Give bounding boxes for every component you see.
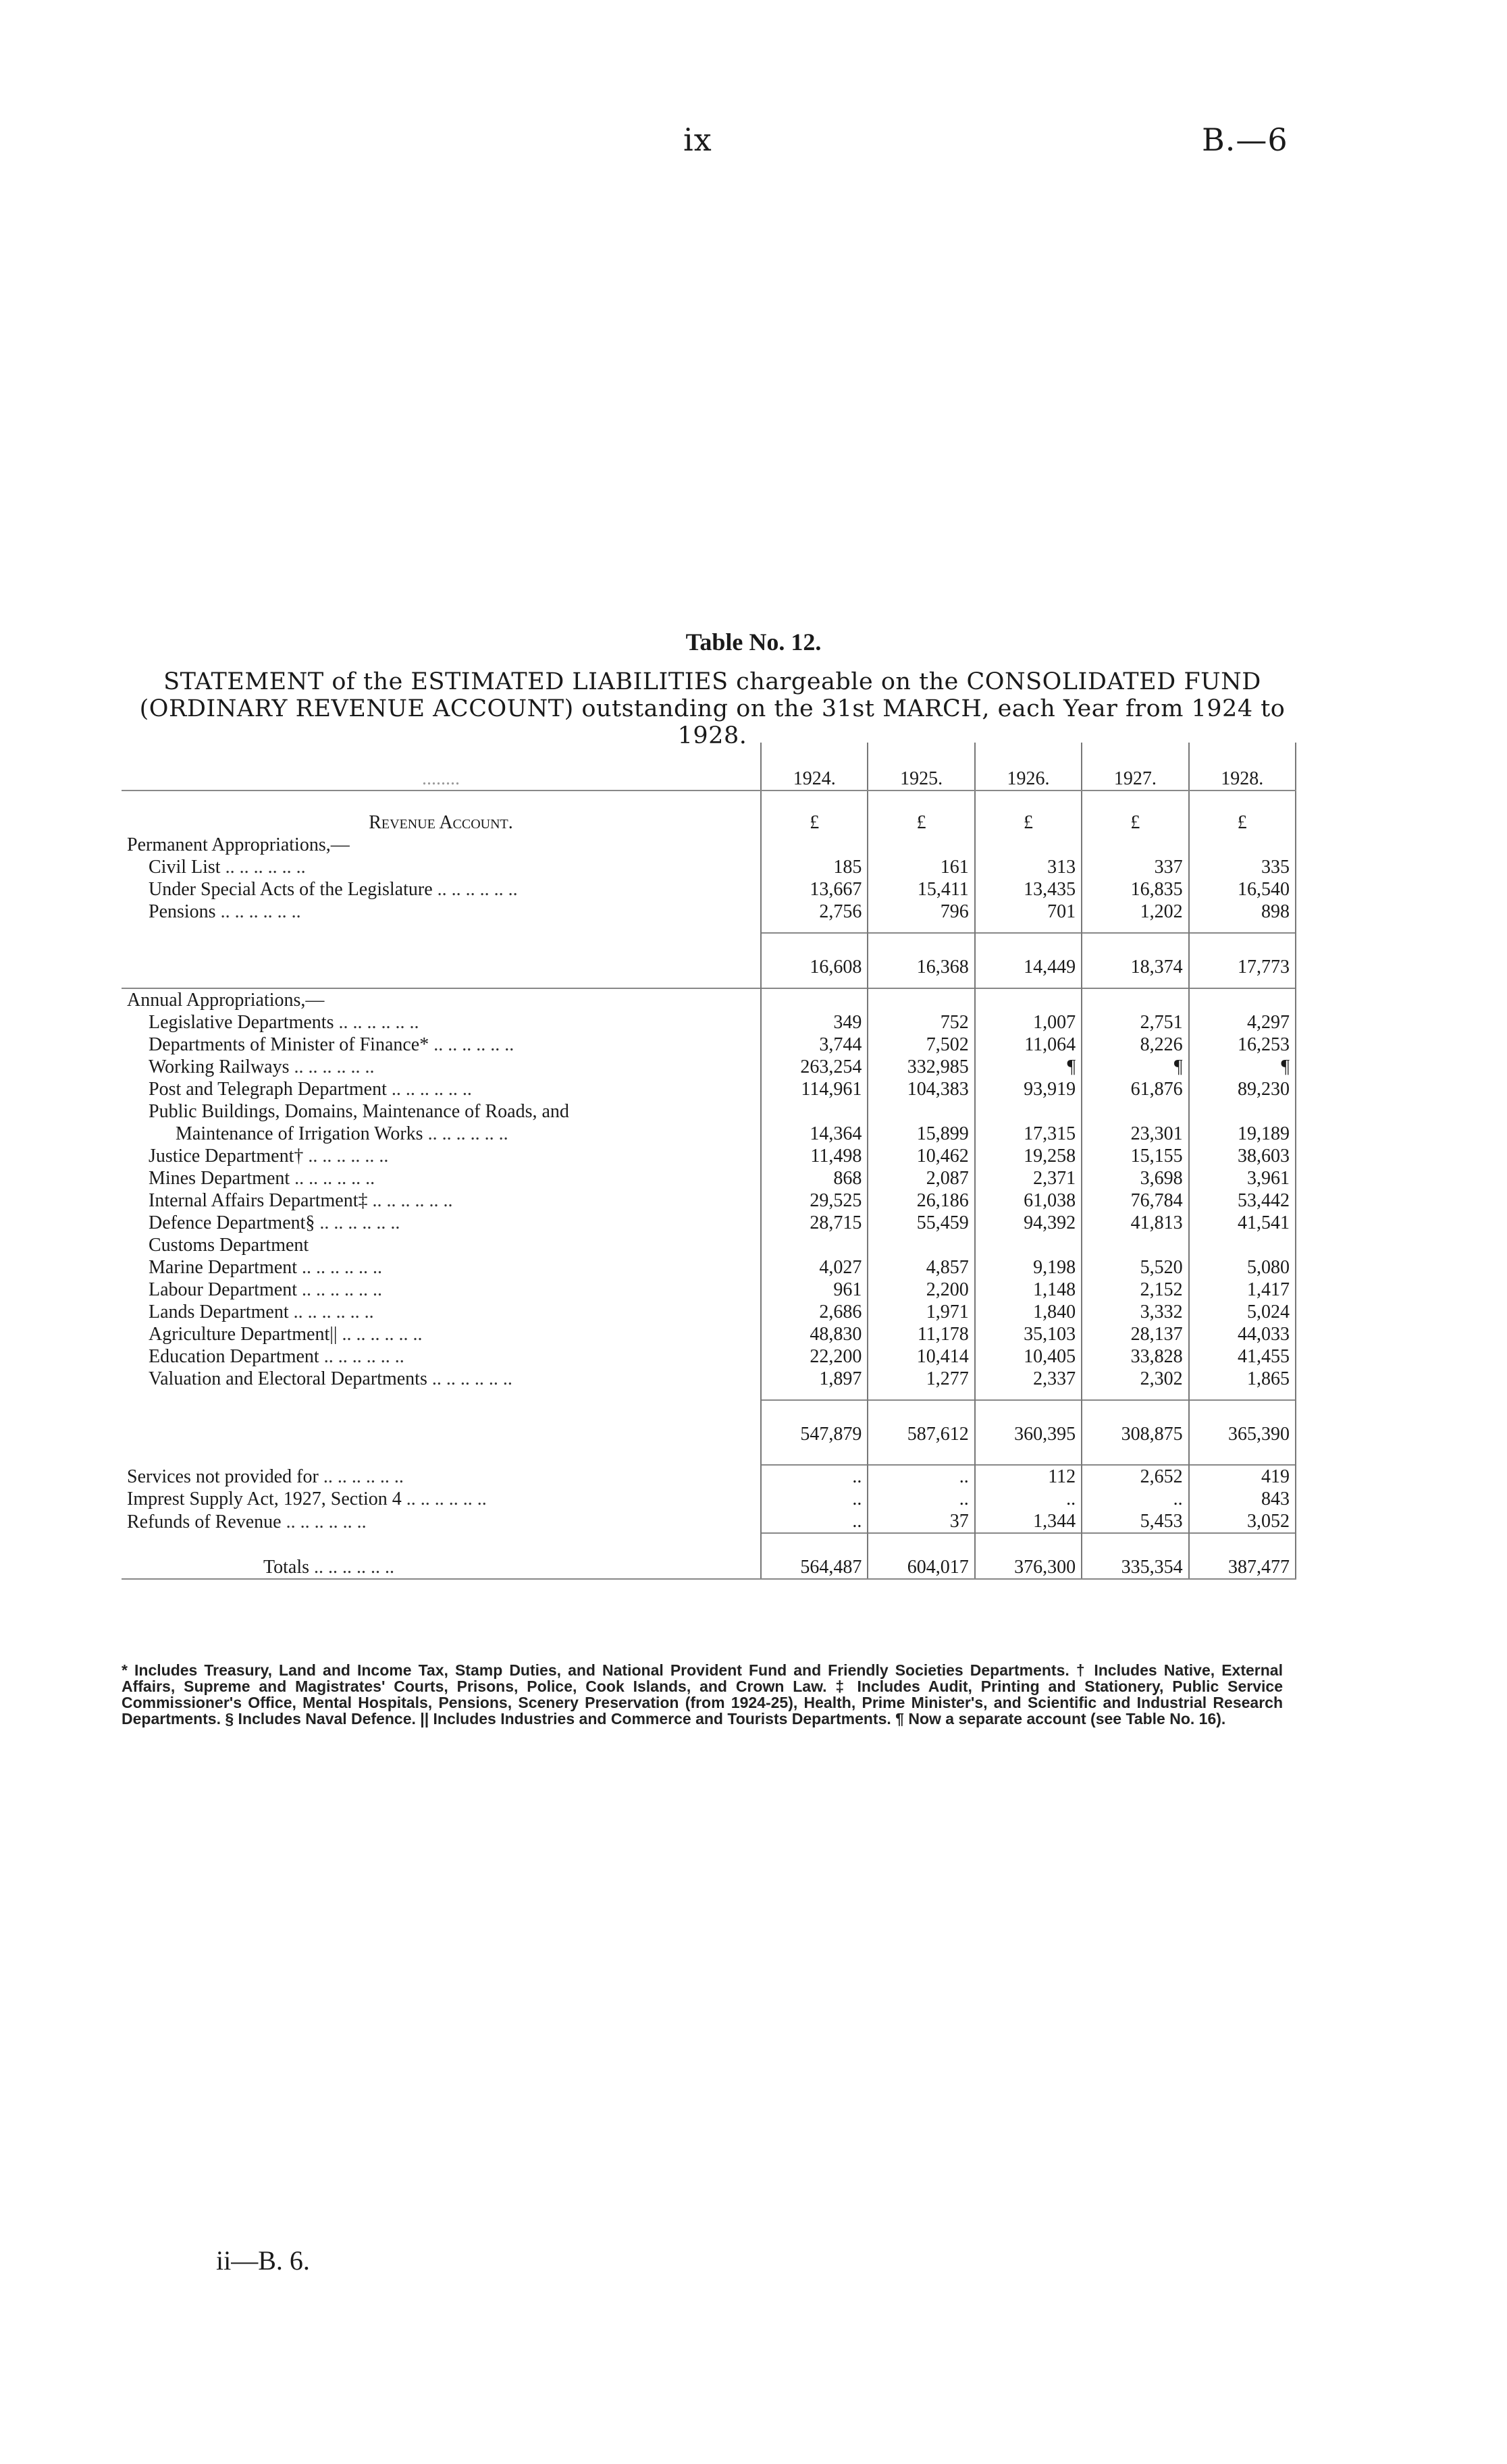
value-cell: 7,502: [868, 1034, 974, 1056]
spacer-cell: [761, 1445, 868, 1455]
value-cell: 53,442: [1189, 1189, 1296, 1212]
value-cell: 547,879: [761, 1400, 868, 1445]
spacer-cell: [761, 978, 868, 988]
row-label-text: Internal Affairs Department‡ .. .: [149, 1190, 452, 1211]
spacer-cell: [868, 978, 974, 988]
blank-cell: [761, 988, 868, 1011]
row-label-text: Working Railways .. .: [149, 1056, 375, 1077]
row-label-text: Justice Department† .. .: [149, 1146, 388, 1167]
spacer-cell: [1189, 978, 1296, 988]
value-cell: 19,258: [975, 1145, 1082, 1167]
spacer-cell: [868, 923, 974, 933]
table-row: [122, 1368, 1296, 1390]
row-label: [122, 1189, 761, 1212]
spacer-cell: [761, 1390, 868, 1400]
value-cell: 263,254: [761, 1056, 868, 1078]
value-cell: 1,277: [868, 1368, 974, 1390]
value-cell: 16,368: [868, 933, 974, 978]
value-cell: ¶: [1082, 1056, 1188, 1078]
row-label: [122, 1034, 761, 1056]
value-cell: 4,027: [761, 1234, 868, 1279]
value-cell: 14,364: [761, 1100, 868, 1145]
value-cell: ¶: [1189, 1056, 1296, 1078]
table-row: [122, 1510, 1296, 1533]
spacer-cell: [1082, 1455, 1188, 1465]
spacer-cell: [1082, 1445, 1188, 1455]
value-cell: 37: [868, 1510, 974, 1533]
value-cell: 9,198: [975, 1234, 1082, 1279]
value-cell: 360,395: [975, 1400, 1082, 1445]
spacer-cell: [1082, 1390, 1188, 1400]
currency-symbol: £: [761, 791, 868, 834]
spacer-cell: [122, 978, 761, 988]
value-cell: 5,080: [1189, 1234, 1296, 1279]
spacer-cell: [868, 1445, 974, 1455]
value-cell: 93,919: [975, 1078, 1082, 1100]
value-cell: 3,698: [1082, 1167, 1188, 1189]
value-cell: ¶: [975, 1056, 1082, 1078]
value-cell: 961: [761, 1279, 868, 1301]
table-row: [122, 1056, 1296, 1078]
value-cell: 365,390: [1189, 1400, 1296, 1445]
value-cell: 161: [868, 856, 974, 878]
currency-symbol: £: [868, 791, 974, 834]
header-blank: ........: [122, 743, 761, 791]
table-row: [122, 1167, 1296, 1189]
value-cell: 44,033: [1189, 1323, 1296, 1345]
spacer-cell: [975, 923, 1082, 933]
value-cell: 48,830: [761, 1323, 868, 1345]
value-cell: 104,383: [868, 1078, 974, 1100]
value-cell: 2,756: [761, 901, 868, 923]
table-row: [122, 1100, 1296, 1145]
value-cell: 38,603: [1189, 1145, 1296, 1167]
value-cell: 1,840: [975, 1301, 1082, 1323]
value-cell: 41,813: [1082, 1212, 1188, 1234]
value-cell: 10,405: [975, 1345, 1082, 1368]
spacer-cell: [1189, 923, 1296, 933]
table-row: [122, 1011, 1296, 1034]
value-cell: 1,148: [975, 1279, 1082, 1301]
value-cell: 17,773: [1189, 933, 1296, 978]
value-cell: 33,828: [1082, 1345, 1188, 1368]
value-cell: 19,189: [1189, 1100, 1296, 1145]
spacer-cell: [868, 1455, 974, 1465]
value-cell: 185: [761, 856, 868, 878]
spacer-cell: [868, 1390, 974, 1400]
value-cell: 3,744: [761, 1034, 868, 1056]
row-label-text: Maintenance of Irrigation Works .. .: [149, 1123, 508, 1144]
annual-heading: Annual Appropriations,—: [122, 988, 761, 1011]
row-label: [122, 901, 761, 923]
table-row: [122, 1279, 1296, 1301]
row-label-text: Civil List .. .: [149, 857, 306, 878]
value-cell: 308,875: [1082, 1400, 1188, 1445]
table-row: [122, 1345, 1296, 1368]
row-label: [122, 1323, 761, 1345]
spacer-cell: [1082, 923, 1188, 933]
value-cell: 1,417: [1189, 1279, 1296, 1301]
row-label: [122, 1056, 761, 1078]
spacer-cell: [122, 1390, 761, 1400]
value-cell: 2,200: [868, 1279, 974, 1301]
spacer-row: [122, 1455, 1296, 1465]
table-row: [122, 901, 1296, 923]
revenue-heading-row: [122, 791, 1296, 834]
value-cell: 26,186: [868, 1189, 974, 1212]
row-label: [122, 1368, 761, 1390]
row-label-text: Valuation and Electoral Departments .. .: [149, 1368, 512, 1389]
value-cell: ..: [761, 1488, 868, 1510]
value-cell: 3,961: [1189, 1167, 1296, 1189]
table-subtitle: STATEMENT of the ESTIMATED LIABILITIES chargeable on the CONSOLIDATED FUND (ORDINARY REVENUE ACCOUNT) outstanding on the 31st MARCH, each Year from 1924 to 1928.: [139, 668, 1286, 749]
value-cell: ..: [975, 1488, 1082, 1510]
table-row: [122, 1488, 1296, 1510]
value-cell: 3,332: [1082, 1301, 1188, 1323]
total-value-cell: 335,354: [1082, 1533, 1188, 1579]
total-value-cell: 564,487: [761, 1533, 868, 1579]
value-cell: 41,541: [1189, 1212, 1296, 1234]
spacer-cell: [975, 1455, 1082, 1465]
row-label-text: Legislative Departments .. .: [149, 1012, 419, 1033]
spacer-row: [122, 978, 1296, 988]
value-cell: 843: [1189, 1488, 1296, 1510]
value-cell: 4,297: [1189, 1011, 1296, 1034]
spacer-row: [122, 923, 1296, 933]
table-row: [122, 1323, 1296, 1345]
table-row: [122, 1301, 1296, 1323]
row-label: [122, 1345, 761, 1368]
spacer-cell: [975, 978, 1082, 988]
value-cell: ..: [1082, 1488, 1188, 1510]
value-cell: 10,462: [868, 1145, 974, 1167]
value-cell: ..: [761, 1465, 868, 1488]
value-cell: 89,230: [1189, 1078, 1296, 1100]
value-cell: 335: [1189, 856, 1296, 878]
row-label: [122, 1212, 761, 1234]
row-label-text: Marine Department .. .: [149, 1257, 382, 1278]
value-cell: 35,103: [975, 1323, 1082, 1345]
liabilities-table: [122, 743, 1296, 1580]
row-label: [122, 1145, 761, 1167]
table-row: [122, 1234, 1296, 1279]
value-cell: 11,178: [868, 1323, 974, 1345]
permanent-heading: Permanent Appropriations,—: [127, 834, 350, 855]
value-cell: ..: [868, 1488, 974, 1510]
value-cell: 898: [1189, 901, 1296, 923]
value-cell: ..: [761, 1510, 868, 1533]
value-cell: 796: [868, 901, 974, 923]
value-cell: 5,520: [1082, 1234, 1188, 1279]
row-label-text: Labour Department .. .: [149, 1279, 382, 1300]
value-cell: 2,751: [1082, 1011, 1188, 1034]
subtotal-label: [122, 933, 761, 978]
row-label: [122, 1279, 761, 1301]
spacer-cell: [122, 1455, 761, 1465]
value-cell: 587,612: [868, 1400, 974, 1445]
row-label: [122, 1011, 761, 1034]
totals-label-text: Totals .. .: [263, 1557, 394, 1578]
row-label-text: Under Special Acts of the Legislature .. .: [149, 879, 518, 900]
value-cell: 337: [1082, 856, 1188, 878]
row-label: [122, 1167, 761, 1189]
blank-cell: [1189, 988, 1296, 1011]
value-cell: 752: [868, 1011, 974, 1034]
value-cell: 1,202: [1082, 901, 1188, 923]
row-label-text: Lands Department .. .: [149, 1302, 374, 1322]
total-value-cell: 604,017: [868, 1533, 974, 1579]
value-cell: 10,414: [868, 1345, 974, 1368]
value-cell: 1,897: [761, 1368, 868, 1390]
spacer-cell: [761, 923, 868, 933]
row-label-text: Mines Department .. .: [149, 1168, 375, 1189]
table-row: [122, 856, 1296, 878]
year-header: 1925.: [868, 743, 974, 791]
blank-cell: [868, 988, 974, 1011]
table-row: [122, 1078, 1296, 1100]
value-cell: 76,784: [1082, 1189, 1188, 1212]
row-label: [122, 1510, 761, 1533]
permanent-subtotal-row: [122, 933, 1296, 978]
value-cell: 41,455: [1189, 1345, 1296, 1368]
value-cell: 1,007: [975, 1011, 1082, 1034]
totals-label: [122, 1533, 761, 1579]
value-cell: ..: [868, 1465, 974, 1488]
row-label: [122, 878, 761, 901]
spacer-cell: [122, 1445, 761, 1455]
value-cell: 28,137: [1082, 1323, 1188, 1345]
value-cell: 55,459: [868, 1212, 974, 1234]
row-label: [122, 1465, 761, 1488]
value-cell: 61,876: [1082, 1078, 1188, 1100]
table-row: [122, 878, 1296, 901]
value-cell: 419: [1189, 1465, 1296, 1488]
value-cell: 61,038: [975, 1189, 1082, 1212]
row-label-text: Post and Telegraph Department .. .: [149, 1079, 472, 1100]
value-cell: 16,608: [761, 933, 868, 978]
blank-cell: [975, 988, 1082, 1011]
row-label-text: Education Department .. .: [149, 1346, 404, 1367]
value-cell: 15,411: [868, 878, 974, 901]
value-cell: 1,865: [1189, 1368, 1296, 1390]
row-label-text: Imprest Supply Act, 1927, Section 4 .. .: [127, 1489, 487, 1509]
value-cell: 2,652: [1082, 1465, 1188, 1488]
page-number: ix: [683, 122, 712, 158]
row-label-text: Refunds of Revenue .. .: [127, 1511, 367, 1532]
year-header: 1928.: [1189, 743, 1296, 791]
table-row: [122, 1212, 1296, 1234]
spacer-cell: [1189, 1390, 1296, 1400]
row-label: [122, 1234, 761, 1279]
value-cell: 13,667: [761, 878, 868, 901]
table-title: Table No. 12.: [685, 628, 822, 655]
row-label: [122, 1100, 761, 1145]
value-cell: 8,226: [1082, 1034, 1188, 1056]
year-header: 1924.: [761, 743, 868, 791]
currency-symbol: £: [975, 791, 1082, 834]
value-cell: 23,301: [1082, 1100, 1188, 1145]
value-cell: 11,498: [761, 1145, 868, 1167]
spacer-cell: [122, 923, 761, 933]
value-cell: 1,344: [975, 1510, 1082, 1533]
value-cell: 94,392: [975, 1212, 1082, 1234]
row-label-text: Customs Department: [149, 1235, 309, 1256]
spacer-cell: [975, 1390, 1082, 1400]
value-cell: 112: [975, 1465, 1082, 1488]
currency-symbol: £: [1189, 791, 1296, 834]
annual-heading-row: [122, 988, 1296, 1011]
spacer-row: [122, 1445, 1296, 1455]
table-header-row: [122, 743, 1296, 791]
value-cell: 2,686: [761, 1301, 868, 1323]
value-cell: 332,985: [868, 1056, 974, 1078]
value-cell: 868: [761, 1167, 868, 1189]
blank-cell: [1082, 988, 1188, 1011]
value-cell: 349: [761, 1011, 868, 1034]
total-value-cell: 376,300: [975, 1533, 1082, 1579]
row-label: [122, 856, 761, 878]
row-label: [122, 1488, 761, 1510]
footnotes: * Includes Treasury, Land and Income Tax, Stamp Duties, and National Provident Fund and Friendly Societies Departments. † Includes Native, External Affairs, Supreme and Magistrates' Courts, Prisons, Police, Cook Islands, and Crown Law. ‡ Includes Audit, Printing and Stationery, Public Service Commissioner's Office, Mental Hospitals, Pensions, Scenery Preservation (from 1924-25), Health, Prime Minister's, and Scientific and Industrial Research Departments. § Includes Naval Defence. || Includes Industries and Commerce and Tourists Departments. ¶ Now a separate account (see Table No. 16).: [122, 1661, 1283, 1728]
spacer-cell: [761, 1455, 868, 1465]
spacer-cell: [1189, 1445, 1296, 1455]
spacer-row: [122, 1390, 1296, 1400]
revenue-account-heading: Revenue Account.: [369, 812, 513, 833]
value-cell: 14,449: [975, 933, 1082, 978]
value-cell: 2,337: [975, 1368, 1082, 1390]
table-row: [122, 1189, 1296, 1212]
year-header: 1927.: [1082, 743, 1188, 791]
row-label: [122, 1078, 761, 1100]
annual-subtotal-row: [122, 1400, 1296, 1445]
permanent-heading-row: [122, 834, 1296, 856]
value-cell: 3,052: [1189, 1510, 1296, 1533]
table-row: [122, 1465, 1296, 1488]
year-header: 1926.: [975, 743, 1082, 791]
value-cell: 4,857: [868, 1234, 974, 1279]
value-cell: 28,715: [761, 1212, 868, 1234]
bottom-reference: ii—B. 6.: [216, 2245, 310, 2276]
value-cell: 16,540: [1189, 878, 1296, 901]
value-cell: 2,152: [1082, 1279, 1188, 1301]
spacer-cell: [975, 1445, 1082, 1455]
total-value-cell: 387,477: [1189, 1533, 1296, 1579]
table-row: [122, 1034, 1296, 1056]
value-cell: 1,971: [868, 1301, 974, 1323]
value-cell: 16,253: [1189, 1034, 1296, 1056]
value-cell: 114,961: [761, 1078, 868, 1100]
row-label-text: Defence Department§ .. .: [149, 1212, 400, 1233]
row-label-text: Departments of Minister of Finance* .. .: [149, 1034, 514, 1055]
row-label: [122, 1301, 761, 1323]
value-cell: 5,453: [1082, 1510, 1188, 1533]
table-body: [122, 791, 1296, 1579]
value-cell: 2,087: [868, 1167, 974, 1189]
spacer-cell: [1189, 1455, 1296, 1465]
row-label-text: Services not provided for .. .: [127, 1466, 404, 1487]
spacer-cell: [1082, 978, 1188, 988]
table-row: [122, 1145, 1296, 1167]
value-cell: 5,024: [1189, 1301, 1296, 1323]
row-label-text: Public Buildings, Domains, Maintenance of Roads, and: [149, 1101, 569, 1122]
value-cell: 2,302: [1082, 1368, 1188, 1390]
value-cell: 701: [975, 901, 1082, 923]
subtotal-label: [122, 1400, 761, 1445]
value-cell: 16,835: [1082, 878, 1188, 901]
value-cell: 22,200: [761, 1345, 868, 1368]
value-cell: 17,315: [975, 1100, 1082, 1145]
value-cell: 13,435: [975, 878, 1082, 901]
row-label-text: Pensions .. .: [149, 901, 301, 922]
value-cell: 15,155: [1082, 1145, 1188, 1167]
value-cell: 2,371: [975, 1167, 1082, 1189]
totals-row: [122, 1533, 1296, 1579]
value-cell: 29,525: [761, 1189, 868, 1212]
value-cell: 15,899: [868, 1100, 974, 1145]
value-cell: 18,374: [1082, 933, 1188, 978]
currency-symbol: £: [1082, 791, 1188, 834]
document-reference: B.—6: [1202, 122, 1288, 158]
row-label-text: Agriculture Department|| .. .: [149, 1324, 422, 1345]
value-cell: 11,064: [975, 1034, 1082, 1056]
value-cell: 313: [975, 856, 1082, 878]
